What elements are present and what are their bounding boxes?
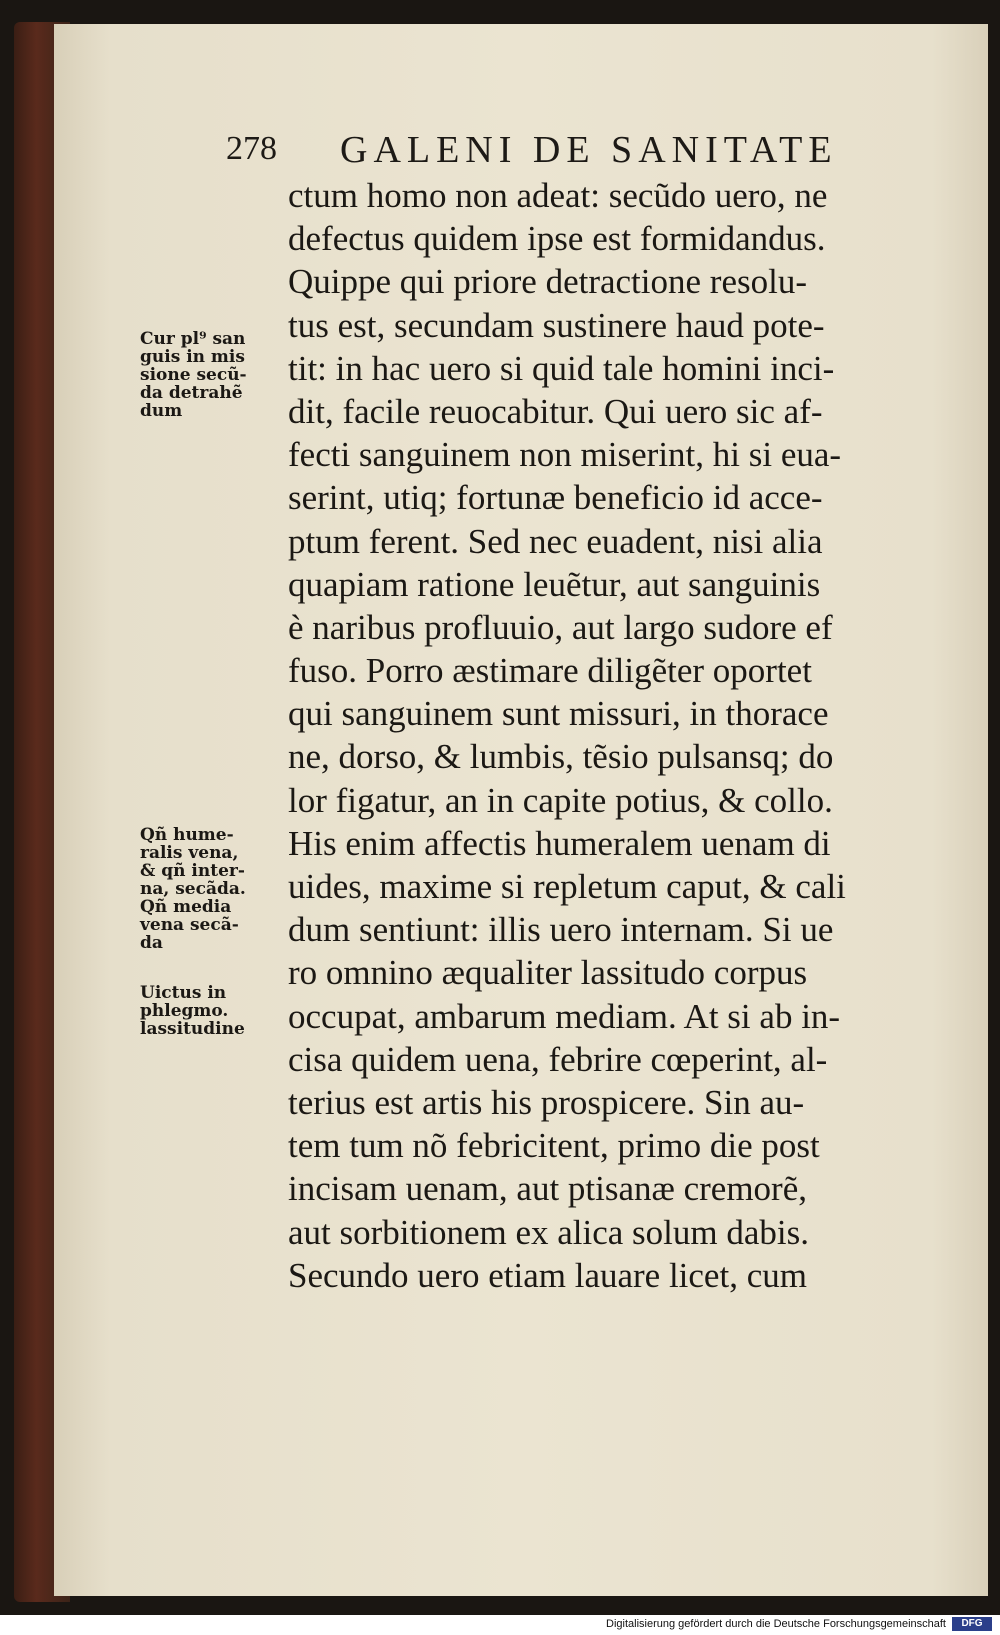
text-line: defectus quidem ipse est formidandus. (288, 219, 826, 259)
text-line: ptum ferent. Sed nec euadent, nisi alia (288, 521, 823, 561)
marginal-note-line: Uictus in (140, 983, 227, 1003)
funding-credit: Digitalisierung gefördert durch die Deutsche Forschungsgemeinschaft (606, 1618, 946, 1630)
text-line: dit, facile reuocabitur. Qui uero sic af- (288, 391, 823, 431)
text-line: Secundo uero etiam lauare licet, cum (288, 1255, 807, 1295)
text-line: ne, dorso, & lumbis, tẽsio pulsansq; do (288, 737, 834, 777)
body-text (288, 174, 988, 1297)
text-line: His enim affectis humeralem uenam di (288, 823, 831, 863)
text-line: uides, maxime si repletum caput, & cali (288, 867, 846, 906)
marginal-note-line: vena secã- (140, 915, 239, 935)
marginal-note-line: Qñ hume- (140, 825, 234, 845)
marginal-note-line: phlegmo. (140, 1001, 229, 1021)
marginal-note-line: da (140, 933, 163, 953)
text-line: serint, utiq; fortunæ beneficio id acce- (288, 478, 823, 518)
text-line: è naribus profluuio, aut largo sudore ef (288, 607, 833, 647)
marginal-note (140, 330, 290, 420)
text-line: aut sorbitionem ex alica solum dabis. (288, 1212, 810, 1252)
page-header (54, 128, 988, 174)
marginal-note (140, 984, 290, 1038)
marginal-note-line: Qñ media (140, 897, 232, 917)
text-line: lor figatur, an in capite potius, & collo. (288, 780, 833, 820)
text-line: fuso. Porro æstimare diligẽter oportet (288, 651, 812, 691)
page-number: 278 (226, 130, 277, 167)
marginal-note-line: Cur pl⁹ san (140, 329, 246, 349)
text-line: fecti sanguinem non miserint, hi si eua- (288, 435, 842, 475)
marginal-note-line: lassitudine (140, 1019, 245, 1039)
text-line: occupat, ambarum mediam. At si ab in- (288, 996, 841, 1036)
text-line: ro omnino æqualiter lassitudo corpus (288, 953, 808, 993)
text-line: Quippe qui priore detractione resolu- (288, 262, 807, 302)
text-line: tem tum nõ febricitent, primo die post (288, 1126, 820, 1166)
marginal-note-line: ralis vena, (140, 843, 239, 863)
marginal-note-line: sione secũ- (140, 365, 247, 385)
marginal-note-line: guis in mis (140, 347, 245, 367)
marginal-note (140, 826, 290, 952)
text-line: ctum homo non adeat: secũdo uero, ne (288, 176, 828, 215)
text-line: tit: in hac uero si quid tale homini inci- (288, 348, 835, 388)
text-line: dum sentiunt: illis uero internam. Si ue (288, 910, 834, 950)
dfg-logo: DFG (952, 1617, 992, 1631)
marginal-note-line: da detrahẽ (140, 383, 243, 403)
text-line: quapiam ratione leuẽtur, aut sanguinis (288, 564, 821, 604)
book-page (54, 24, 988, 1596)
marginal-note-line: & qñ inter- (140, 861, 245, 881)
marginal-note-line: na, secãda. (140, 879, 246, 899)
text-line: tus est, secundam sustinere haud pote- (288, 305, 825, 345)
marginal-note-line: dum (140, 401, 183, 421)
running-title: GALENI DE SANITATE (340, 129, 838, 171)
text-line: incisam uenam, aut ptisanæ cremorẽ, (288, 1169, 808, 1209)
text-line: terius est artis his prospicere. Sin au- (288, 1082, 805, 1122)
text-line: cisa quidem uena, febrire cœperint, al- (288, 1039, 828, 1079)
text-line: qui sanguinem sunt missuri, in thorace (288, 694, 829, 734)
